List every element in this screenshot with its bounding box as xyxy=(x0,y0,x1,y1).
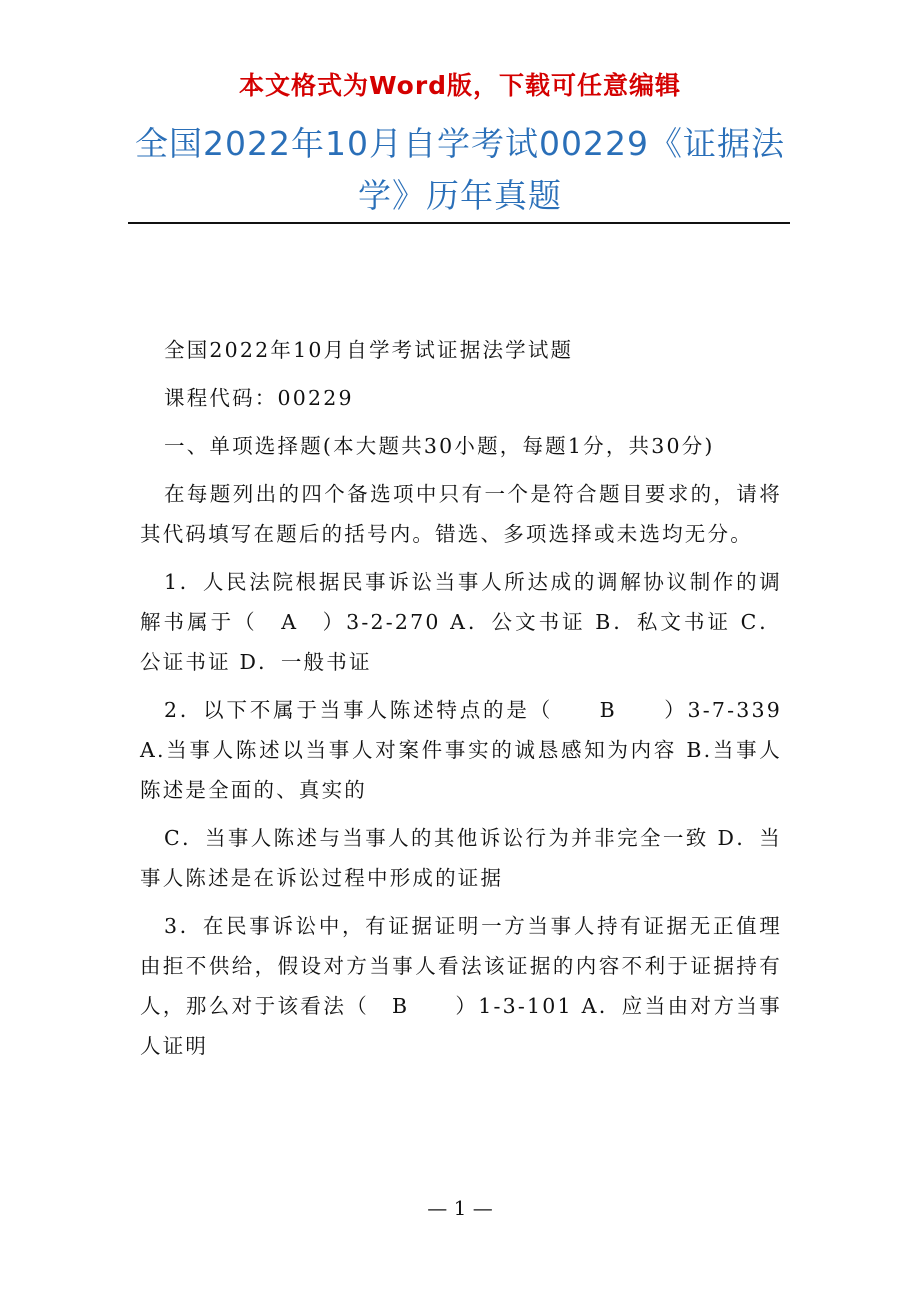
exam-title-line: 全国2022年10月自学考试证据法学试题 xyxy=(164,338,574,362)
question-1: 1．人民法院根据民事诉讼当事人所达成的调解协议制作的调解书属于（ A ）3-2-270 A．公文书证 B．私文书证 C．公证书证 D．一般书证 xyxy=(140,570,782,674)
question-3: 3．在民事诉讼中，有证据证明一方当事人持有证据无正值理由拒不供给，假设对方当事人看法该证据的内容不利于证据持有人，那么对于该看法（ B ）1-3-101 A．应当由对方当事人证明 xyxy=(140,914,782,1058)
document-title: 全国2022年10月自学考试00229《证据法学》历年真题 xyxy=(135,124,785,215)
instructions-paragraph: 在每题列出的四个备选项中只有一个是符合题目要求的，请将其代码填写在题后的括号内。错选、多项选择或未选均无分。 xyxy=(140,482,782,546)
editable-notice: 本文格式为Word版，下载可任意编辑 xyxy=(238,71,682,100)
title-divider xyxy=(128,222,790,224)
question-2-options: C．当事人陈述与当事人的其他诉讼行为并非完全一致 D．当事人陈述是在诉讼过程中形成的证据 xyxy=(140,826,782,890)
section-heading: 一、单项选择题(本大题共30小题，每题1分，共30分) xyxy=(164,434,715,458)
course-code-line: 课程代码：00229 xyxy=(164,386,354,410)
page-number: — 1 — xyxy=(427,1196,493,1220)
document-body xyxy=(140,330,782,1074)
question-2: 2．以下不属于当事人陈述特点的是（ B ）3-7-339 A.当事人陈述以当事人对案件事实的诚恳感知为内容 B.当事人陈述是全面的、真实的 xyxy=(140,698,782,802)
